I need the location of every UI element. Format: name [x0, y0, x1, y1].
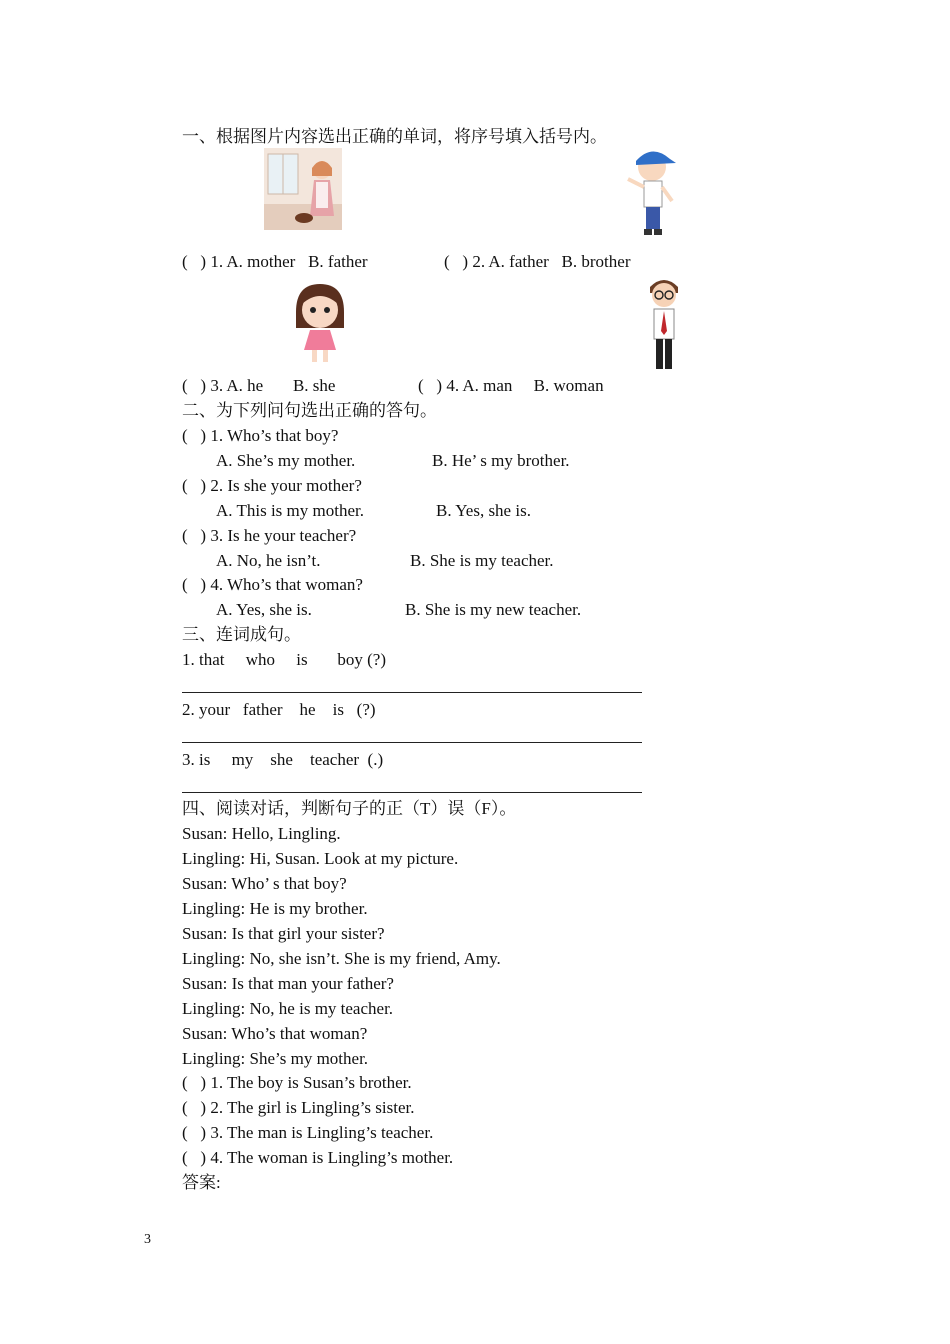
dialogue-line: Lingling: She’s my mother.: [182, 1049, 369, 1068]
section1-question-4: ( ) 4. A. man B. woman: [418, 376, 604, 395]
section2-question-3: ( ) 3. Is he your teacher?: [182, 526, 357, 545]
boy-cap-picture: [620, 145, 680, 239]
section3-question-2: 2. your father he is (?): [182, 700, 376, 719]
answer-label: 答案:: [182, 1173, 221, 1192]
dialogue-line: Lingling: No, she isn’t. She is my friend, Amy.: [182, 949, 501, 968]
page-number: 3: [144, 1232, 151, 1247]
judge-statement: ( ) 2. The girl is Lingling’s sister.: [182, 1098, 415, 1117]
section2-q4-option-b: B. She is my new teacher.: [405, 600, 582, 619]
judge-statement: ( ) 3. The man is Lingling’s teacher.: [182, 1123, 434, 1142]
section2-question-4: ( ) 4. Who’s that woman?: [182, 575, 363, 594]
dialogue-line: Susan: Who’s that woman?: [182, 1024, 368, 1043]
answer-line-3[interactable]: [182, 792, 642, 793]
judge-statement: ( ) 1. The boy is Susan’s brother.: [182, 1073, 412, 1092]
dialogue-line: Lingling: No, he is my teacher.: [182, 999, 394, 1018]
dialogue-line: Susan: Hello, Lingling.: [182, 824, 341, 843]
section2-q1-option-a: A. She’s my mother.: [216, 451, 356, 470]
man-glasses-picture: [644, 275, 684, 373]
section1-question-3: ( ) 3. A. he B. she: [182, 376, 336, 395]
mother-cooking-picture: [264, 148, 342, 230]
section2-q1-option-b: B. He’ s my brother.: [432, 451, 570, 470]
section4-title: 四、阅读对话，判断句子的正（T）误（F）。: [182, 799, 517, 818]
section2-q3-option-a: A. No, he isn’t.: [216, 551, 321, 570]
answer-line-1[interactable]: [182, 692, 642, 693]
dialogue-line: Lingling: He is my brother.: [182, 899, 368, 918]
section3-title: 三、连词成句。: [182, 625, 301, 644]
dialogue-line: Susan: Who’ s that boy?: [182, 874, 347, 893]
section2-title: 二、为下列问句选出正确的答句。: [182, 401, 437, 420]
section2-question-1: ( ) 1. Who’s that boy?: [182, 426, 339, 445]
section1-title: 一、根据图片内容选出正确的单词，将序号填入括号内。: [182, 127, 607, 146]
section1-question-1: ( ) 1. A. mother B. father: [182, 252, 368, 271]
section3-question-1: 1. that who is boy (?): [182, 650, 386, 669]
dialogue-line: Susan: Is that man your father?: [182, 974, 394, 993]
dialogue-line: Lingling: Hi, Susan. Look at my picture.: [182, 849, 459, 868]
section2-q3-option-b: B. She is my teacher.: [410, 551, 554, 570]
section2-question-2: ( ) 2. Is she your mother?: [182, 476, 362, 495]
dialogue-line: Susan: Is that girl your sister?: [182, 924, 385, 943]
section2-q4-option-a: A. Yes, she is.: [216, 600, 312, 619]
judge-statement: ( ) 4. The woman is Lingling’s mother.: [182, 1148, 454, 1167]
girl-picture: [292, 282, 348, 366]
section2-q2-option-b: B. Yes, she is.: [436, 501, 531, 520]
section2-q2-option-a: A. This is my mother.: [216, 501, 364, 520]
section3-question-3: 3. is my she teacher (.): [182, 750, 384, 769]
answer-line-2[interactable]: [182, 742, 642, 743]
section1-question-2: ( ) 2. A. father B. brother: [444, 252, 631, 271]
